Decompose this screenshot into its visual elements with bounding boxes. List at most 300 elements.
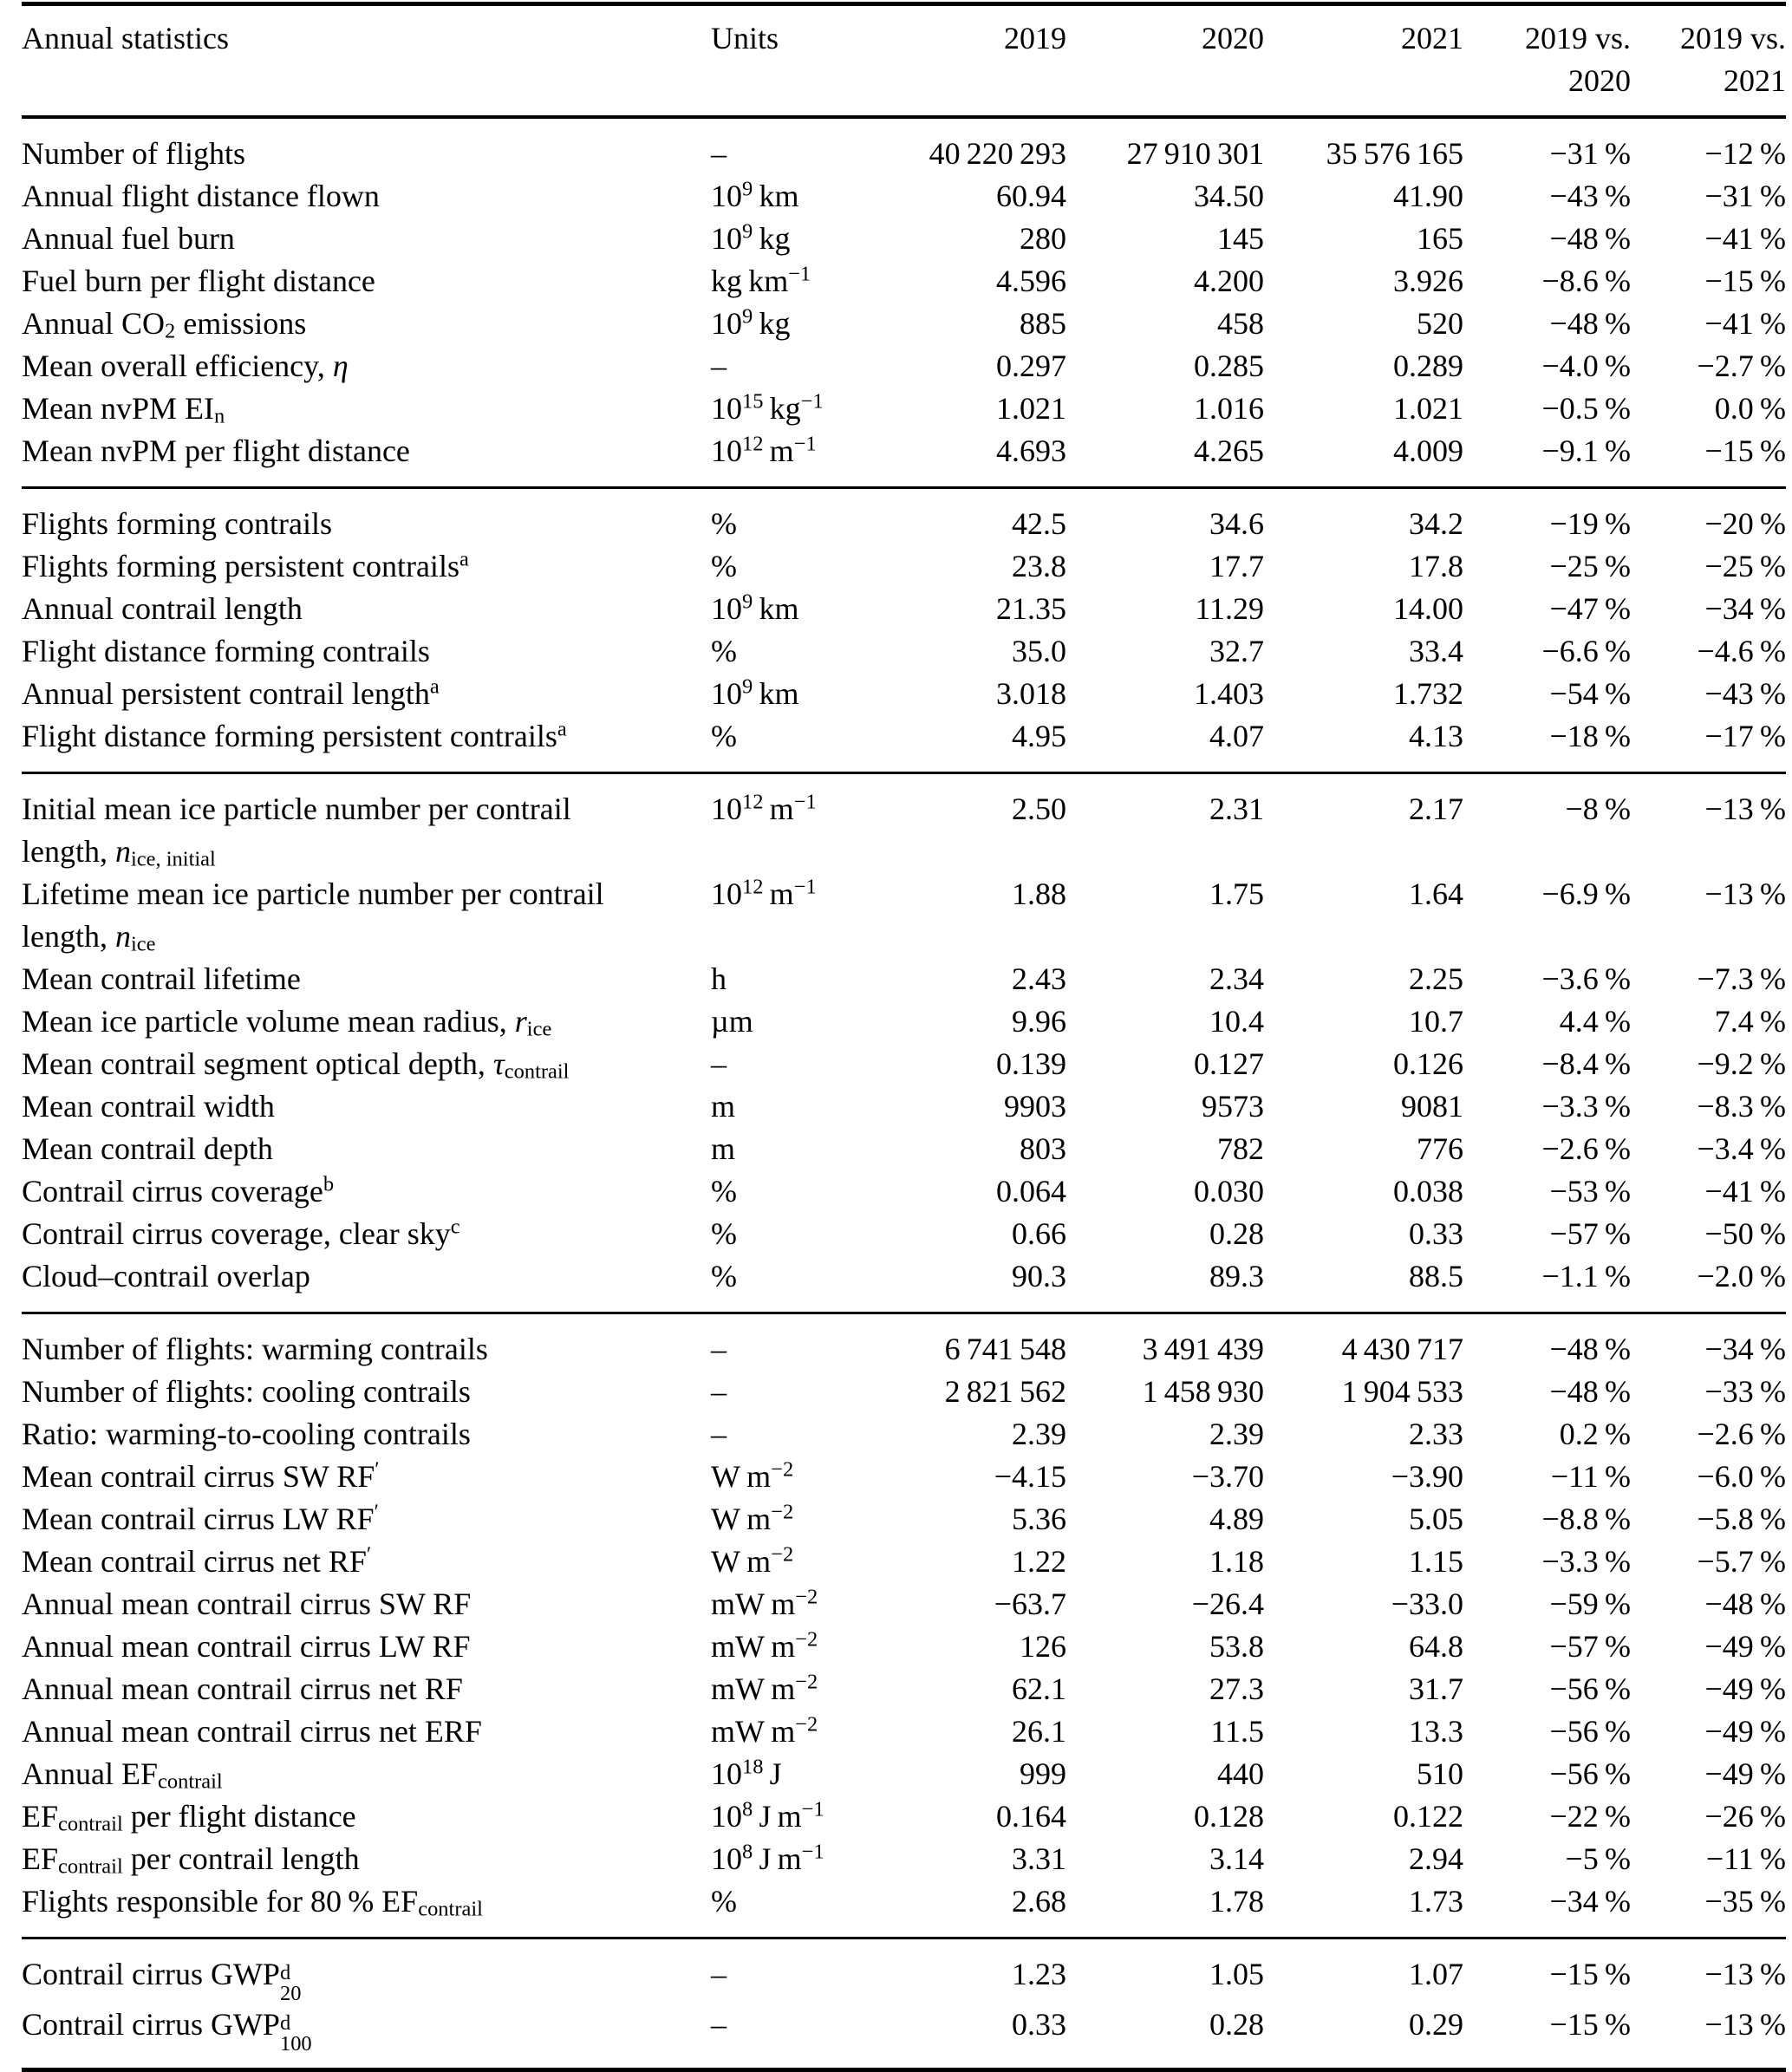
change-2019-vs-2020-cell: −56 %: [1549, 1756, 1631, 1791]
value-2020-cell: 34.50: [1194, 179, 1264, 213]
change-2019-vs-2020-cell: −0.5 %: [1541, 391, 1631, 426]
stat-label-cell: Fuel burn per flight distance: [22, 264, 375, 298]
change-2019-vs-2021-cell: −8.3 %: [1697, 1089, 1786, 1124]
value-2021-cell: 33.4: [1409, 634, 1463, 668]
value-2021-cell: 1.07: [1409, 1957, 1463, 1991]
stat-label-cell: Mean overall efficiency, η: [22, 349, 349, 383]
value-2021-cell: 3.926: [1393, 264, 1463, 298]
change-2019-vs-2021-cell: −5.8 %: [1697, 1502, 1786, 1536]
change-2019-vs-2021-cell: −6.0 %: [1697, 1459, 1786, 1494]
stat-label-cell: Mean nvPM per flight distance: [22, 433, 410, 468]
table-row: [22, 345, 1786, 388]
change-2019-vs-2021-cell: −13 %: [1704, 1957, 1786, 1991]
stat-label-cell: Annual mean contrail cirrus SW RF: [22, 1587, 472, 1621]
value-2020-cell: 2.39: [1209, 1417, 1264, 1451]
value-2021-cell: 0.29: [1409, 2006, 1463, 2042]
value-2019-cell: 1.22: [1012, 1544, 1066, 1579]
change-2019-vs-2021-cell: −5.7 %: [1697, 1544, 1786, 1579]
value-2021-cell: 0.126: [1393, 1046, 1463, 1081]
change-2019-vs-2020-cell: −5 %: [1565, 1841, 1631, 1876]
stat-label-cell: Flights forming persistent contrails$^a$: [22, 547, 469, 583]
change-2019-vs-2020-cell: −4.0 %: [1541, 349, 1631, 383]
value-2020-cell: 1.016: [1194, 391, 1264, 426]
table-row: [22, 1170, 1786, 1213]
table-row: [22, 430, 1786, 488]
units-cell: $10^{18}$ J: [711, 1755, 782, 1791]
value-2019-cell: 90.3: [1012, 1259, 1066, 1293]
value-2020-cell: 17.7: [1209, 549, 1264, 583]
value-2020-cell: 10.4: [1209, 1004, 1264, 1039]
change-2019-vs-2020-cell: −15 %: [1549, 1957, 1631, 1991]
stat-label-cell: Annual flight distance flown: [22, 179, 380, 213]
value-2021-cell: 64.8: [1409, 1629, 1463, 1664]
header-row: [22, 4, 1786, 118]
value-2021-cell: 776: [1417, 1131, 1463, 1166]
change-2019-vs-2021-cell: −2.6 %: [1697, 1417, 1786, 1451]
table-row: [22, 117, 1786, 175]
value-2020-cell: 1.75: [1209, 876, 1264, 911]
units-cell: %: [711, 634, 737, 668]
table-row: [22, 1938, 1786, 2004]
value-2020-cell: 32.7: [1209, 634, 1264, 668]
change-2019-vs-2020-cell: −47 %: [1549, 591, 1631, 626]
table-row: [22, 1583, 1786, 1626]
units-cell: %: [711, 506, 737, 541]
change-2019-vs-2021-cell: −34 %: [1704, 591, 1786, 626]
change-2019-vs-2020-cell: −59 %: [1549, 1587, 1631, 1621]
value-2021-cell: 1.73: [1409, 1884, 1463, 1919]
units-cell: $10^8$ J $m^{-1}$: [711, 1840, 824, 1876]
units-cell: mW $m^{-2}$: [711, 1712, 818, 1749]
units-cell: $10^8$ J $m^{-1}$: [711, 1797, 824, 1834]
change-2019-vs-2021-cell: −26 %: [1704, 1799, 1786, 1834]
table-row: [22, 1838, 1786, 1880]
table-row: [22, 2004, 1786, 2069]
table-row: [22, 1085, 1786, 1128]
change-2019-vs-2021-cell: −31 %: [1704, 179, 1786, 213]
table-row: [22, 1000, 1786, 1043]
value-2020-cell: 11.5: [1210, 1714, 1264, 1749]
stat-label-cell: Initial mean ice particle number per contrail length, $n_{ice, initial}$: [22, 792, 571, 871]
value-2020-cell: 1.05: [1209, 1957, 1264, 1991]
value-2020-cell: 0.128: [1194, 1799, 1264, 1834]
change-2019-vs-2021-cell: −25 %: [1704, 549, 1786, 583]
value-2021-cell: 41.90: [1393, 179, 1463, 213]
change-2019-vs-2020-cell: −6.6 %: [1541, 634, 1631, 668]
stat-label-cell: Mean contrail cirrus SW RF′: [22, 1457, 380, 1494]
table-section-1: [22, 117, 1786, 488]
stat-label-cell: $EF_{contrail}$ per contrail length: [22, 1841, 360, 1879]
value-2020-cell: 0.030: [1194, 1174, 1264, 1209]
value-2019-cell: 0.139: [996, 1046, 1066, 1081]
units-cell: m: [711, 1131, 736, 1166]
table-row: [22, 1795, 1786, 1838]
change-2019-vs-2021-cell: −13 %: [1704, 876, 1786, 911]
table-row: [22, 260, 1786, 303]
stat-label-cell: Annual $EF_{contrail}$: [22, 1756, 223, 1794]
stat-label-cell: Number of flights: warming contrails: [22, 1332, 488, 1366]
stat-label-cell: Flight distance forming contrails: [22, 634, 430, 668]
change-2019-vs-2020-cell: −25 %: [1549, 549, 1631, 583]
change-2019-vs-2020-cell: −11 %: [1550, 1459, 1631, 1494]
value-2020-cell: 4.265: [1194, 433, 1264, 468]
table-row: [22, 388, 1786, 430]
change-2019-vs-2020-cell: −15 %: [1549, 2006, 1631, 2042]
units-cell: –: [711, 1957, 727, 1991]
change-2019-vs-2021-cell: −41 %: [1704, 306, 1786, 341]
change-2019-vs-2020-cell: −3.6 %: [1541, 961, 1631, 996]
change-2019-vs-2020-cell: −56 %: [1549, 1714, 1631, 1749]
value-2021-cell: 35 576 165: [1326, 136, 1463, 171]
value-2019-cell: 40 220 293: [929, 136, 1066, 171]
change-2019-vs-2021-cell: −41 %: [1704, 1174, 1786, 1209]
change-2019-vs-2020-cell: −6.9 %: [1541, 876, 1631, 911]
change-2019-vs-2020-cell: −8 %: [1565, 792, 1631, 826]
change-2019-vs-2021-cell: −49 %: [1704, 1756, 1786, 1791]
value-2019-cell: 4.693: [996, 433, 1066, 468]
value-2019-cell: 9.96: [1012, 1004, 1066, 1039]
value-2020-cell: 53.8: [1209, 1629, 1264, 1664]
stat-label-cell: Number of flights: cooling contrails: [22, 1374, 471, 1409]
value-2021-cell: 1.021: [1393, 391, 1463, 426]
value-2021-cell: 88.5: [1409, 1259, 1463, 1293]
units-cell: $10^9$ km: [711, 177, 799, 213]
table-row: [22, 1753, 1786, 1795]
stat-label-cell: Mean ice particle volume mean radius, $r_{ice}$: [22, 1004, 552, 1041]
header-2019-vs-2020: 2019 vs. 2020: [1524, 21, 1631, 98]
stat-label-cell: Annual $CO_2$ emissions: [22, 306, 307, 343]
value-2020-cell: 4.89: [1209, 1502, 1264, 1536]
units-cell: W $m^{-2}$: [711, 1500, 794, 1536]
stat-label-cell: Lifetime mean ice particle number per contrail length, $n_{ice}$: [22, 876, 604, 956]
value-2020-cell: 2.34: [1209, 961, 1264, 996]
table-row: [22, 873, 1786, 958]
units-cell: kg $km^{-1}$: [711, 262, 811, 298]
value-2021-cell: 10.7: [1409, 1004, 1463, 1039]
change-2019-vs-2021-cell: −20 %: [1704, 506, 1786, 541]
units-cell: %: [711, 549, 737, 583]
value-2019-cell: 999: [1020, 1756, 1066, 1791]
stat-label-cell: Mean contrail depth: [22, 1131, 273, 1166]
value-2021-cell: 1 904 533: [1341, 1374, 1463, 1409]
stat-label-cell: Mean contrail lifetime: [22, 961, 301, 996]
value-2019-cell: 60.94: [996, 179, 1066, 213]
change-2019-vs-2021-cell: −48 %: [1704, 1587, 1786, 1621]
value-2021-cell: 0.122: [1393, 1799, 1463, 1834]
units-cell: µm: [711, 1004, 753, 1039]
units-cell: –: [711, 1417, 727, 1451]
change-2019-vs-2020-cell: −48 %: [1549, 1374, 1631, 1409]
table-row: [22, 1668, 1786, 1710]
stat-label-cell: Contrail cirrus GWP d 100: [22, 2006, 312, 2056]
units-cell: %: [711, 1216, 737, 1251]
value-2019-cell: 0.66: [1012, 1216, 1066, 1251]
table-section-5: [22, 1938, 1786, 2070]
value-2021-cell: 5.05: [1409, 1502, 1463, 1536]
header-annual-statistics: Annual statistics: [22, 21, 229, 55]
value-2020-cell: 2.31: [1209, 792, 1264, 826]
value-2019-cell: 21.35: [996, 591, 1066, 626]
stat-label-cell: Mean contrail segment optical depth, $\tau_{contrail}$: [22, 1046, 570, 1084]
value-2020-cell: 1.18: [1209, 1544, 1264, 1579]
change-2019-vs-2021-cell: −7.3 %: [1697, 961, 1786, 996]
change-2019-vs-2021-cell: −35 %: [1704, 1884, 1786, 1919]
change-2019-vs-2020-cell: −48 %: [1549, 221, 1631, 256]
table-header: [22, 4, 1786, 118]
header-2021: 2021: [1401, 21, 1463, 55]
value-2019-cell: 23.8: [1012, 549, 1066, 583]
change-2019-vs-2020-cell: −54 %: [1549, 676, 1631, 711]
units-cell: %: [711, 1884, 737, 1919]
value-2020-cell: 3.14: [1209, 1841, 1264, 1876]
value-2019-cell: 0.33: [1012, 2006, 1066, 2042]
value-2019-cell: 4.596: [996, 264, 1066, 298]
table-row: [22, 1255, 1786, 1313]
value-2021-cell: 34.2: [1409, 506, 1463, 541]
units-cell: mW $m^{-2}$: [711, 1585, 818, 1621]
value-2021-cell: 1.64: [1409, 876, 1463, 911]
change-2019-vs-2020-cell: −3.3 %: [1541, 1544, 1631, 1579]
value-2020-cell: 3 491 439: [1142, 1332, 1264, 1366]
value-2019-cell: 0.297: [996, 349, 1066, 383]
value-2021-cell: 13.3: [1409, 1714, 1463, 1749]
change-2019-vs-2020-cell: −48 %: [1549, 1332, 1631, 1366]
table-row: [22, 175, 1786, 218]
stat-label-cell: Annual mean contrail cirrus net ERF: [22, 1714, 482, 1749]
change-2019-vs-2021-cell: −13 %: [1704, 792, 1786, 826]
value-2021-cell: 17.8: [1409, 549, 1463, 583]
table-row: [22, 1371, 1786, 1413]
value-2020-cell: 34.6: [1209, 506, 1264, 541]
units-cell: –: [711, 1332, 727, 1366]
value-2020-cell: 27 910 301: [1126, 136, 1264, 171]
change-2019-vs-2020-cell: −22 %: [1549, 1799, 1631, 1834]
value-2021-cell: 165: [1417, 221, 1463, 256]
stat-label-cell: $EF_{contrail}$ per flight distance: [22, 1799, 356, 1836]
stat-label-cell: Cloud–contrail overlap: [22, 1259, 310, 1293]
value-2020-cell: 0.28: [1209, 2006, 1264, 2042]
paper-table-page: [0, 2, 1792, 2072]
stat-label-cell: Annual mean contrail cirrus LW RF: [22, 1629, 471, 1664]
units-cell: %: [711, 1259, 737, 1293]
units-cell: –: [711, 2006, 727, 2042]
units-cell: $10^{15}$ $kg^{-1}$: [711, 389, 824, 426]
value-2019-cell: 35.0: [1012, 634, 1066, 668]
table-row: [22, 545, 1786, 588]
value-2021-cell: 520: [1417, 306, 1463, 341]
change-2019-vs-2021-cell: −34 %: [1704, 1332, 1786, 1366]
change-2019-vs-2021-cell: −49 %: [1704, 1671, 1786, 1706]
value-2019-cell: 1.23: [1012, 1957, 1066, 1991]
value-2020-cell: 440: [1217, 1756, 1264, 1791]
change-2019-vs-2020-cell: −43 %: [1549, 179, 1631, 213]
value-2021-cell: 510: [1417, 1756, 1463, 1791]
value-2019-cell: 2.50: [1012, 792, 1066, 826]
units-cell: $10^9$ km: [711, 674, 799, 711]
stat-label-cell: Annual fuel burn: [22, 221, 235, 256]
change-2019-vs-2021-cell: −13 %: [1704, 2006, 1786, 2042]
units-cell: $10^{12}$ $m^{-1}$: [711, 875, 817, 911]
change-2019-vs-2020-cell: −57 %: [1549, 1629, 1631, 1664]
change-2019-vs-2021-cell: 7.4 %: [1714, 1004, 1786, 1039]
table-section-4: [22, 1313, 1786, 1938]
value-2020-cell: 1.403: [1194, 676, 1264, 711]
value-2019-cell: 3.31: [1012, 1841, 1066, 1876]
value-2019-cell: 26.1: [1012, 1714, 1066, 1749]
value-2020-cell: 27.3: [1209, 1671, 1264, 1706]
table-row: [22, 303, 1786, 345]
value-2019-cell: 1.88: [1012, 876, 1066, 911]
change-2019-vs-2021-cell: −9.2 %: [1697, 1046, 1786, 1081]
value-2019-cell: 280: [1020, 221, 1066, 256]
change-2019-vs-2021-cell: −2.7 %: [1697, 349, 1786, 383]
value-2020-cell: 145: [1217, 221, 1264, 256]
change-2019-vs-2020-cell: −8.4 %: [1541, 1046, 1631, 1081]
units-cell: mW $m^{-2}$: [711, 1627, 818, 1664]
change-2019-vs-2021-cell: −11 %: [1705, 1841, 1786, 1876]
stat-label-cell: Contrail cirrus coverage$^b$: [22, 1172, 335, 1209]
value-2019-cell: 1.021: [996, 391, 1066, 426]
change-2019-vs-2021-cell: −49 %: [1704, 1629, 1786, 1664]
value-2021-cell: 9081: [1401, 1089, 1463, 1124]
change-2019-vs-2021-cell: −41 %: [1704, 221, 1786, 256]
units-cell: –: [711, 136, 727, 171]
table-row: [22, 1456, 1786, 1498]
value-2021-cell: 14.00: [1393, 591, 1463, 626]
change-2019-vs-2021-cell: −4.6 %: [1697, 634, 1786, 668]
value-2021-cell: 31.7: [1409, 1671, 1463, 1706]
change-2019-vs-2020-cell: −8.6 %: [1541, 264, 1631, 298]
change-2019-vs-2020-cell: −18 %: [1549, 719, 1631, 753]
value-2019-cell: 2.43: [1012, 961, 1066, 996]
value-2021-cell: 1.15: [1409, 1544, 1463, 1579]
stat-label-cell: Flights forming contrails: [22, 506, 332, 541]
stat-label-cell: Flight distance forming persistent contrails$^a$: [22, 717, 567, 753]
stat-label-cell: Mean contrail width: [22, 1089, 275, 1124]
value-2020-cell: 4.200: [1194, 264, 1264, 298]
stat-label-cell: Flights responsible for 80 % $EF_{contrail}$: [22, 1884, 483, 1921]
table-row: [22, 715, 1786, 773]
stat-label-cell: Contrail cirrus coverage, clear sky$^c$: [22, 1215, 460, 1251]
change-2019-vs-2020-cell: −8.8 %: [1541, 1502, 1631, 1536]
stat-label-cell: Annual contrail length: [22, 591, 303, 626]
change-2019-vs-2020-cell: −34 %: [1549, 1884, 1631, 1919]
change-2019-vs-2020-cell: −19 %: [1549, 506, 1631, 541]
value-2021-cell: 0.038: [1393, 1174, 1463, 1209]
value-2021-cell: −3.90: [1391, 1459, 1463, 1494]
table-row: [22, 1880, 1786, 1938]
stat-label-cell: Contrail cirrus GWP d 20: [22, 1957, 302, 2005]
table-row: [22, 1313, 1786, 1372]
header-units: Units: [711, 21, 779, 55]
value-2021-cell: 4.13: [1409, 719, 1463, 753]
value-2019-cell: 2.39: [1012, 1417, 1066, 1451]
value-2021-cell: 4.009: [1393, 433, 1463, 468]
value-2019-cell: 126: [1020, 1629, 1066, 1664]
table-row: [22, 1128, 1786, 1170]
value-2020-cell: −3.70: [1191, 1459, 1264, 1494]
change-2019-vs-2020-cell: −48 %: [1549, 306, 1631, 341]
value-2019-cell: 3.018: [996, 676, 1066, 711]
value-2020-cell: 1 458 930: [1142, 1374, 1264, 1409]
change-2019-vs-2020-cell: −53 %: [1549, 1174, 1631, 1209]
annual-statistics-table: [22, 2, 1786, 2072]
value-2019-cell: 0.164: [996, 1799, 1066, 1834]
units-cell: $10^9$ km: [711, 590, 799, 626]
value-2021-cell: 2.94: [1409, 1841, 1463, 1876]
value-2020-cell: 1.78: [1209, 1884, 1264, 1919]
stat-label-cell: Annual persistent contrail length$^a$: [22, 674, 440, 711]
change-2019-vs-2021-cell: −12 %: [1704, 136, 1786, 171]
value-2019-cell: 803: [1020, 1131, 1066, 1166]
units-cell: %: [711, 719, 737, 753]
units-cell: h: [711, 961, 727, 996]
change-2019-vs-2020-cell: −56 %: [1549, 1671, 1631, 1706]
units-cell: m: [711, 1089, 736, 1124]
table-row: [22, 1710, 1786, 1753]
change-2019-vs-2020-cell: −57 %: [1549, 1216, 1631, 1251]
header-2019: 2019: [1004, 21, 1066, 55]
change-2019-vs-2020-cell: −2.6 %: [1541, 1131, 1631, 1166]
change-2019-vs-2020-cell: −1.1 %: [1541, 1259, 1631, 1293]
units-cell: $10^{12}$ $m^{-1}$: [711, 432, 817, 468]
stat-label-cell: Annual mean contrail cirrus net RF: [22, 1671, 463, 1706]
table-row: [22, 773, 1786, 874]
units-cell: mW $m^{-2}$: [711, 1670, 818, 1706]
stat-label-cell: Number of flights: [22, 136, 245, 171]
value-2019-cell: −63.7: [994, 1587, 1066, 1621]
units-cell: –: [711, 1046, 727, 1081]
value-2021-cell: 4 430 717: [1341, 1332, 1463, 1366]
value-2019-cell: −4.15: [994, 1459, 1066, 1494]
header-2020: 2020: [1202, 21, 1264, 55]
change-2019-vs-2020-cell: 4.4 %: [1559, 1004, 1631, 1039]
stat-label-cell: Mean nvPM $EI_n$: [22, 391, 225, 428]
change-2019-vs-2021-cell: −33 %: [1704, 1374, 1786, 1409]
value-2021-cell: 1.732: [1393, 676, 1463, 711]
value-2019-cell: 2.68: [1012, 1884, 1066, 1919]
table-section-3: [22, 773, 1786, 1313]
value-2019-cell: 2 821 562: [944, 1374, 1066, 1409]
table-row: [22, 1498, 1786, 1541]
value-2019-cell: 5.36: [1012, 1502, 1066, 1536]
value-2020-cell: −26.4: [1191, 1587, 1264, 1621]
value-2020-cell: 782: [1217, 1131, 1264, 1166]
change-2019-vs-2020-cell: −31 %: [1549, 136, 1631, 171]
change-2019-vs-2020-cell: 0.2 %: [1559, 1417, 1631, 1451]
table-row: [22, 588, 1786, 630]
table-row: [22, 673, 1786, 715]
value-2020-cell: 458: [1217, 306, 1264, 341]
change-2019-vs-2021-cell: −43 %: [1704, 676, 1786, 711]
value-2020-cell: 89.3: [1209, 1259, 1264, 1293]
stat-label-cell: Mean contrail cirrus LW RF′: [22, 1500, 379, 1536]
change-2019-vs-2021-cell: −15 %: [1704, 264, 1786, 298]
value-2020-cell: 0.127: [1194, 1046, 1264, 1081]
stat-label-cell: Mean contrail cirrus net RF′: [22, 1542, 372, 1579]
units-cell: W $m^{-2}$: [711, 1457, 794, 1494]
value-2019-cell: 0.064: [996, 1174, 1066, 1209]
change-2019-vs-2021-cell: −15 %: [1704, 433, 1786, 468]
change-2019-vs-2021-cell: −50 %: [1704, 1216, 1786, 1251]
change-2019-vs-2021-cell: −3.4 %: [1697, 1131, 1786, 1166]
table-row: [22, 1541, 1786, 1583]
table-section-2: [22, 488, 1786, 773]
value-2020-cell: 0.28: [1209, 1216, 1264, 1251]
value-2021-cell: 2.17: [1409, 792, 1463, 826]
value-2019-cell: 9903: [1004, 1089, 1066, 1124]
change-2019-vs-2021-cell: −2.0 %: [1697, 1259, 1786, 1293]
